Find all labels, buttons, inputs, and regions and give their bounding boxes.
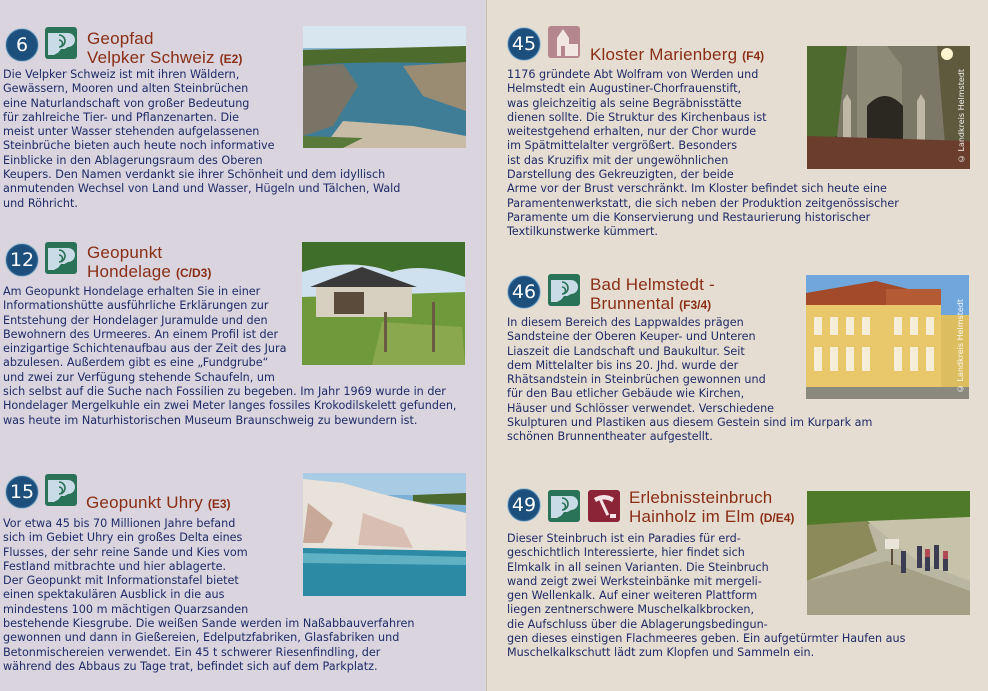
entry-number-badge: 46 bbox=[507, 275, 541, 309]
entry-description: Am Geopunkt Hondelage erhalten Sie in einer Informationshütte ausführliche Erklärungen zur Entstehung der Hondelager Juramulde und den Bewohnern des Urmeeres. An einem Profil ist der einzigartige Schichtenaufbau aus der Zeit des Jura abzulesen. Außerdem gibt es eine „Fundgrube“ und zwei zur Verfügung stehende Schaufeln, um sich selbst auf die Suche nach Fossilien zu begeben. Im Jahr 1969 wurde in der Hondelager Mergelkuhle ein zwei Meter langes fossiles Krokodilskelett gefunden, was heute im Naturhistorischen Museum Braunschweig zu bewundern ist. bbox=[3, 285, 457, 427]
geotope-icon bbox=[548, 490, 580, 522]
geotope-icon bbox=[45, 474, 77, 506]
entry-description: Dieser Steinbruch ist ein Paradies für erd- geschichtlich Interessierte, hier findet sich Elmkalk in all seinen Varianten. Die Steinbruch wand zeigt zwei Werksteinbänke mit mergeli- gen Wellenkalk. Auf einer weiteren Plattform liegen zentnerschwere Muschelkalkbrocken, die Aufschluss über die Ablagerungsbedingun- gen dieses einstigen Flachmeeres geben. Ein aufgetürmter Haufen aus Muschelkalkschutt lädt zum Klopfen und Sammeln ein. bbox=[507, 532, 906, 660]
entry-number-badge: 49 bbox=[507, 488, 541, 522]
entry-title: Geopunkt Uhry (E3) bbox=[86, 493, 231, 512]
church-icon bbox=[548, 26, 580, 58]
geotope-icon bbox=[45, 242, 77, 274]
photo-credit: © Landkreis Helmstedt bbox=[956, 298, 965, 393]
entry-number-badge: 45 bbox=[507, 27, 541, 61]
entry-number-badge: 15 bbox=[5, 475, 39, 509]
entry-description: Die Velpker Schweiz ist mit ihren Wäldern, Gewässern, Mooren und alten Steinbrüchen eine Naturlandschaft von großer Bedeutung für zahlreiche Tier- und Pflanzenarten. Die meist unter Wasser stehenden aufgelassenen Steinbrüche bieten auch heute noch informative Einblicke in den Ablagerungsraum des Oberen Keupers. Den Namen verdankt sie ihrer Schönheit und dem idyllisch anmutenden Wechsel von Land und Wasser, Hügeln und Tälchen, Wald und Röhricht. bbox=[3, 68, 401, 210]
entry-title: Geopfad Velpker Schweiz (E2) bbox=[87, 29, 243, 67]
entry-description: 1176 gründete Abt Wolfram von Werden und Helmstedt ein Augustiner-Chorfrauenstift, was gleichzeitig als seine Begräbnisstätte dienen sollte. Die Struktur des Kirchenbaus ist weitestgehend erhalten, nur der Chor wurde im Spätmittelalter vergrößert. Besonders ist das Kruzifix mit der ungewöhnlichen Darstellung des Gekreuzigten, der beide Arme vor der Brust verschränkt. Im Kloster befindet sich heute eine Paramentenwerkstatt, die sich neben der Produktion zeitgenössischer Paramente um die Konservierung und Restaurierung historischer Textilkunstwerke kümmert. bbox=[507, 68, 899, 239]
photo-credit: © Landkreis Helmstedt bbox=[957, 68, 966, 163]
hammer-icon bbox=[588, 490, 620, 522]
entry-number-badge: 12 bbox=[5, 243, 39, 277]
geotope-icon bbox=[548, 274, 580, 306]
entry-title: Kloster Marienberg (F4) bbox=[590, 45, 765, 64]
entry-description: In diesem Bereich des Lappwaldes prägen Sandsteine der Oberen Keuper- und Unteren Liaszeit die Landschaft und Baukultur. Seit dem Mittelalter bis ins 20. Jhd. wurde der Rhätsandstein in Steinbrüchen gewonnen und für den Bau etlicher Gebäude wie Kirchen, Häuser und Schlösser verwendet. Verschiedene Skulpturen und Plastiken aus diesem Gestein sind im Kurpark am schönen Brunnentheater aufgestellt. bbox=[507, 316, 873, 444]
entry-title: Bad Helmstedt - Brunnental (F3/4) bbox=[590, 275, 715, 313]
entry-title: Geopunkt Hondelage (C/D3) bbox=[87, 243, 212, 281]
geotope-icon bbox=[45, 27, 77, 59]
entry-number-badge: 6 bbox=[5, 28, 39, 62]
entry-description: Vor etwa 45 bis 70 Millionen Jahre befand sich im Gebiet Uhry ein großes Delta eines Flusses, der sehr reine Sande und Kies vom Festland mitbrachte und hier ablagerte. Der Geopunkt mit Informationstafel bietet einen spektakulären Ausblick in die aus mindestens 100 m mächtigen Quarzsanden bestehende Kiesgrube. Die weißen Sande werden im Naßabbauverfahren gewonnen und dann in Gießereien, Edelputzfabriken, Glasfabriken und Betonmischereien verwendet. Ein 45 t schwerer Riesenfindling, der während des Abbaus zu Tage trat, befindet sich auf dem Parkplatz. bbox=[3, 517, 415, 673]
entry-title: Erlebnissteinbruch Hainholz im Elm (D/E4) bbox=[629, 488, 795, 526]
